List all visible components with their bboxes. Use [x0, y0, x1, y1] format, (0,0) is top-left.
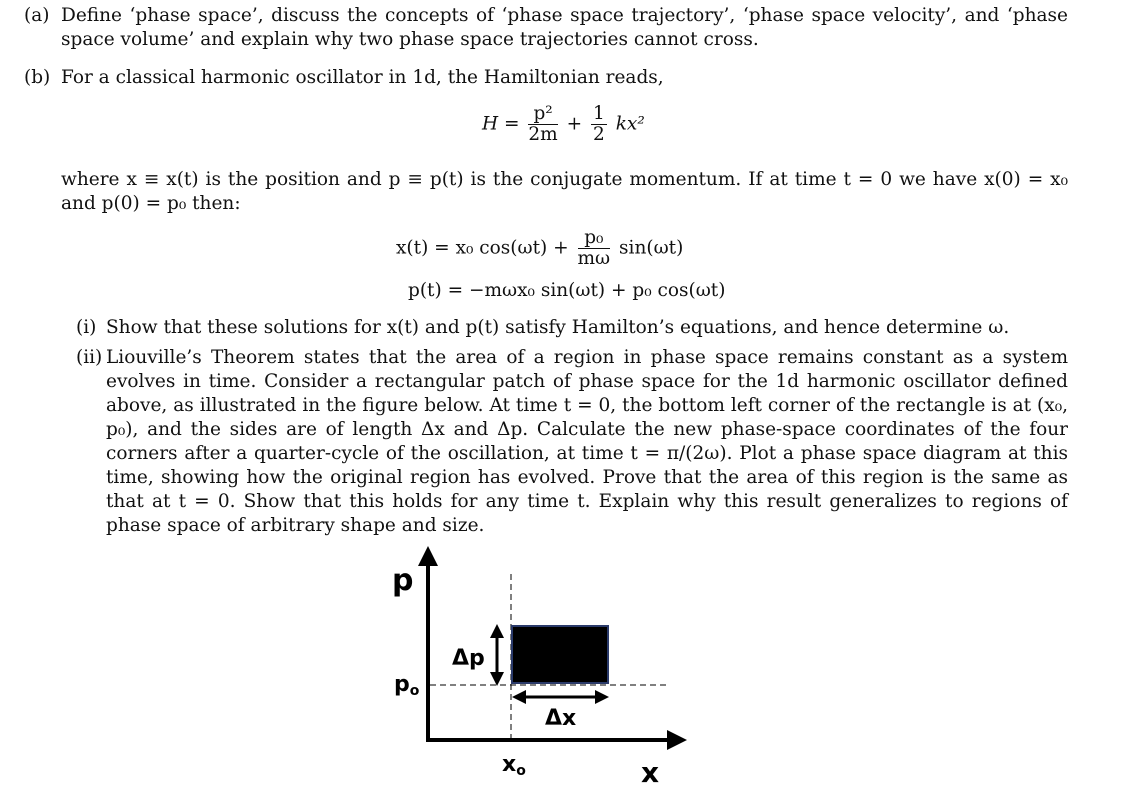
- x-solution-lhs: x(t) = x₀ cos(ωt) +: [396, 237, 569, 259]
- hamiltonian-lhs: H =: [482, 113, 520, 135]
- sub-part-i-label: (i): [76, 317, 97, 338]
- p0-label-main: p: [394, 672, 410, 697]
- x-solution-tail: sin(ωt): [619, 237, 684, 259]
- x-solution-fraction: [578, 228, 611, 269]
- x-solution-num: p₀: [578, 228, 611, 249]
- p0-label: [394, 672, 420, 699]
- p-solution-equation: p(t) = −mωx₀ sin(ωt) + p₀ cos(ωt): [408, 280, 726, 301]
- sub-part-i-text: Show that these solutions for x(t) and p(t) satisfy Hamilton’s equations, and hence determine ω.: [106, 317, 1010, 338]
- x-axis-arrowhead: [667, 730, 687, 750]
- dp-arrow-head-up: [490, 624, 504, 638]
- hamiltonian-num-1: p²: [528, 104, 557, 125]
- sub-part-i: [76, 316, 1068, 340]
- x-axis-label: x: [641, 756, 660, 789]
- x0-label-main: x: [502, 752, 517, 777]
- dp-arrow-head-down: [490, 672, 504, 686]
- part-a: [24, 4, 1068, 52]
- dx-label: Δx: [545, 706, 577, 731]
- hamiltonian-den-2: 2: [593, 124, 605, 145]
- p-axis-arrowhead: [418, 546, 438, 566]
- hamiltonian-num-2: 1: [593, 103, 605, 124]
- x0-label-sub: o: [516, 763, 526, 779]
- hamiltonian-den-1: 2m: [528, 124, 558, 145]
- p-axis-label: p: [392, 563, 414, 598]
- part-b-label: (b): [24, 67, 51, 88]
- dp-label: Δp: [452, 646, 485, 671]
- sub-part-ii-text: Liouville’s Theorem states that the area of a region in phase space remains constant as a system evolves in time. Consider a rectangular patch of phase space for the 1d harmonic oscillator defined above, as illustrated in the figure below. At time t = 0, the bottom left corner of the rectangle is at (x₀, p₀), and the sides are of length Δx and Δp. Calculate the new phase-space coordinates of the four corners after a quarter-cycle of the oscillation, at time t = π/(2ω). Plot a phase space diagram at this time, showing how the original region has evolved. Prove that the area of this region is the same as that at t = 0. Show that this holds for any time t. Explain why this result generalizes to regions of phase space of arbitrary shape and size.: [106, 347, 1068, 536]
- sub-part-ii-label: (ii): [76, 347, 103, 368]
- dx-arrow-head-left: [512, 690, 526, 704]
- part-b-intro-text: For a classical harmonic oscillator in 1d, the Hamiltonian reads,: [61, 67, 664, 88]
- x-solution-equation: [396, 228, 683, 269]
- hamiltonian-equation: [482, 104, 645, 145]
- part-b-intro: [24, 66, 1068, 90]
- dx-arrow-head-right: [595, 690, 609, 704]
- where-text: where x ≡ x(t) is the position and p ≡ p(t) is the conjugate momentum. If at time t = 0 we have x(0) = x₀ and p(0) = p₀ then:: [61, 169, 1068, 214]
- x-solution-den: mω: [577, 248, 611, 269]
- phase-space-rectangle: [512, 626, 608, 683]
- part-a-text: Define ‘phase space’, discuss the concepts of ‘phase space trajectory’, ‘phase space velocity’, and ‘phase space volume’ and explain why two phase space trajectories cannot cross.: [61, 5, 1068, 50]
- hamiltonian-fraction-2: [591, 104, 607, 145]
- p0-label-sub: o: [409, 683, 420, 699]
- hamiltonian-fraction-1: [528, 104, 557, 145]
- x0-label: [502, 752, 526, 779]
- part-a-label: (a): [24, 5, 50, 26]
- hamiltonian-tail: kx²: [615, 113, 645, 135]
- hamiltonian-plus: +: [566, 113, 583, 135]
- sub-part-ii: [76, 346, 1068, 538]
